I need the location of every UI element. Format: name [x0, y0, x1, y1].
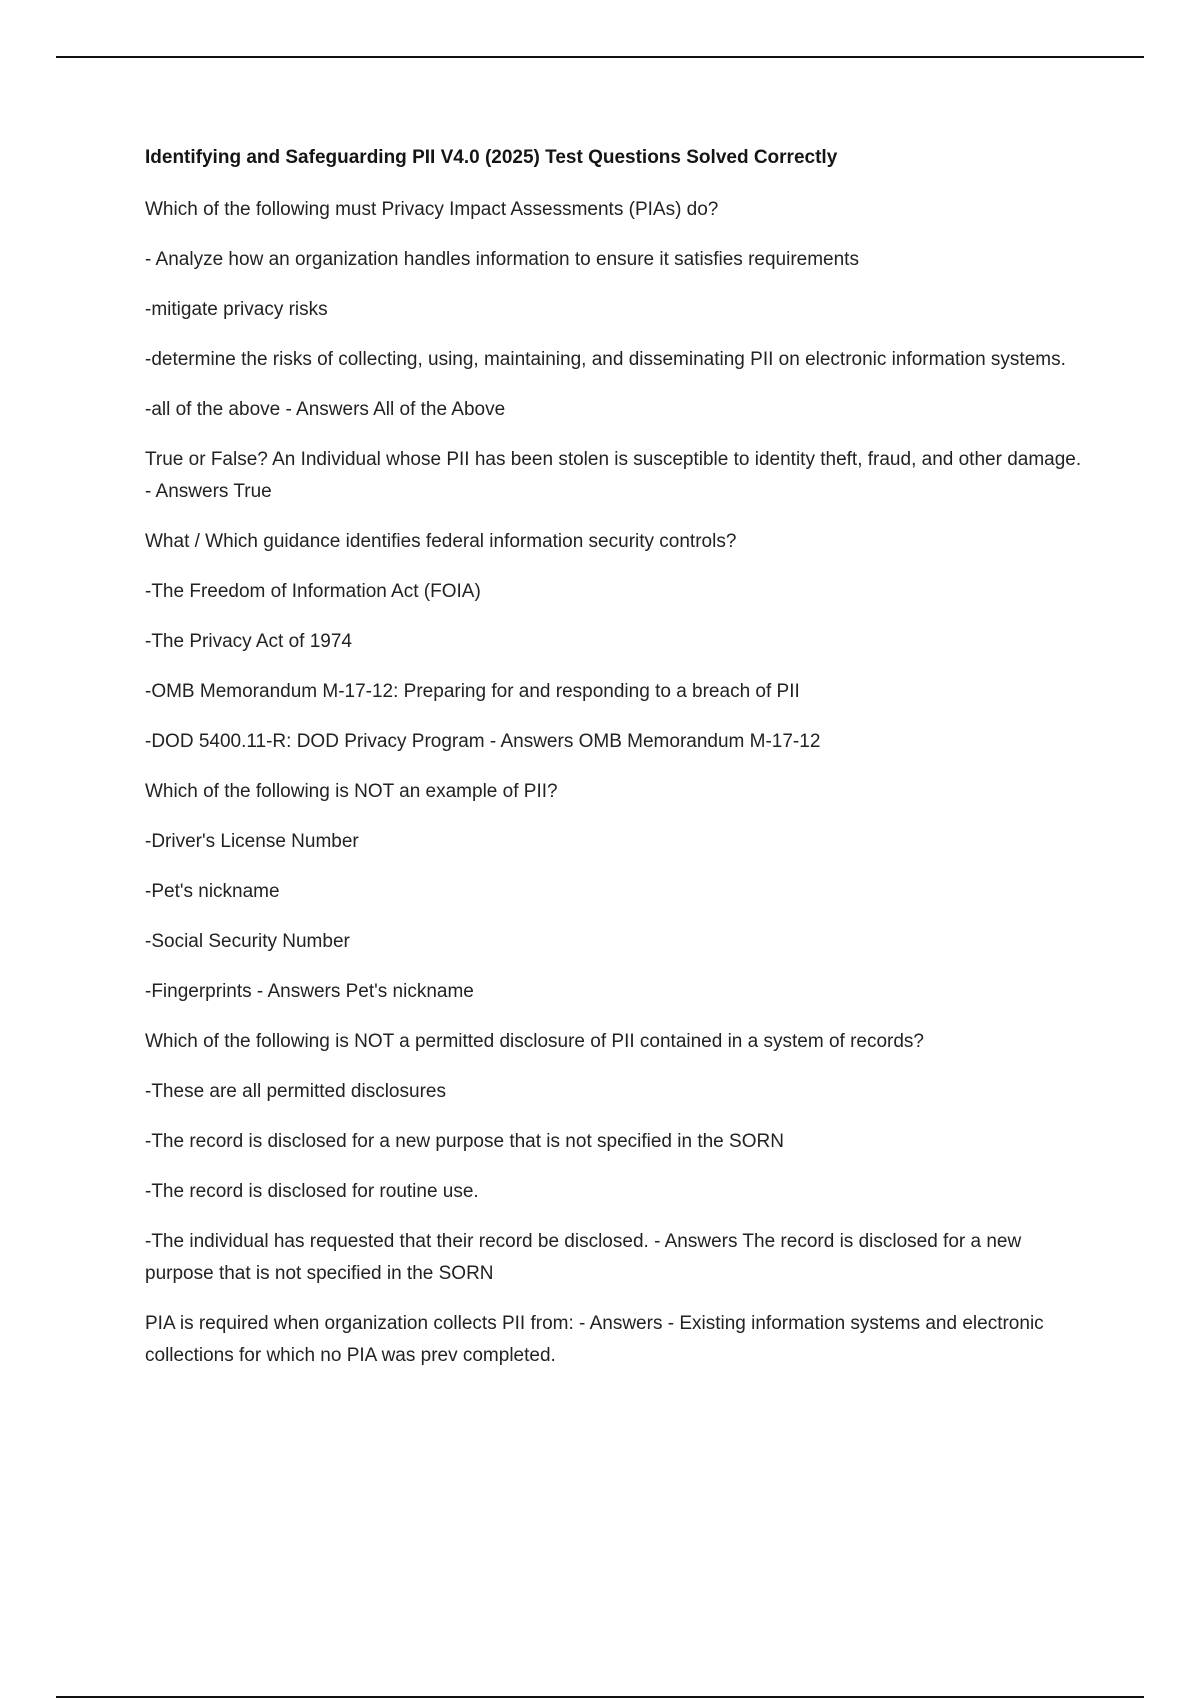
paragraph: -mitigate privacy risks — [145, 299, 328, 320]
paragraph: -The individual has requested that their record be disclosed. - Answers The record is disclosed for a new purpose that is not specified in the SORN — [145, 1231, 1022, 1284]
paragraph: -OMB Memorandum M-17-12: Preparing for and responding to a breach of PII — [145, 681, 800, 702]
paragraph: What / Which guidance identifies federal information security controls? — [145, 531, 737, 552]
paragraph: -The Privacy Act of 1974 — [145, 631, 352, 652]
document-title: Identifying and Safeguarding PII V4.0 (2025) Test Questions Solved Correctly — [145, 147, 838, 168]
document-body — [145, 144, 1085, 1390]
paragraph: -The record is disclosed for a new purpose that is not specified in the SORN — [145, 1131, 784, 1152]
paragraph: -The Freedom of Information Act (FOIA) — [145, 581, 481, 602]
header-rule — [56, 56, 1144, 58]
paragraph: -These are all permitted disclosures — [145, 1081, 446, 1102]
paragraph: PIA is required when organization collects PII from: - Answers - Existing information systems and electronic collections for which no PIA was prev completed. — [145, 1313, 1044, 1366]
paragraph: Which of the following is NOT an example of PII? — [145, 781, 558, 802]
paragraph: -Pet's nickname — [145, 881, 280, 902]
paragraph: -Fingerprints - Answers Pet's nickname — [145, 981, 474, 1002]
footer-rule — [56, 1696, 1144, 1698]
paragraph: -The record is disclosed for routine use. — [145, 1181, 479, 1202]
paragraph: True or False? An Individual whose PII has been stolen is susceptible to identity theft, fraud, and other damage. - Answers True — [145, 449, 1082, 502]
paragraph: -Social Security Number — [145, 931, 350, 952]
paragraph: -all of the above - Answers All of the Above — [145, 399, 506, 420]
paragraph: Which of the following is NOT a permitted disclosure of PII contained in a system of records? — [145, 1031, 924, 1052]
paragraph: - Analyze how an organization handles information to ensure it satisfies requirements — [145, 249, 859, 270]
paragraph: Which of the following must Privacy Impact Assessments (PIAs) do? — [145, 199, 719, 220]
paragraph: -Driver's License Number — [145, 831, 359, 852]
paragraph: -determine the risks of collecting, using, maintaining, and disseminating PII on electronic information systems. — [145, 349, 1066, 370]
paragraph: -DOD 5400.11-R: DOD Privacy Program - Answers OMB Memorandum M-17-12 — [145, 731, 821, 752]
